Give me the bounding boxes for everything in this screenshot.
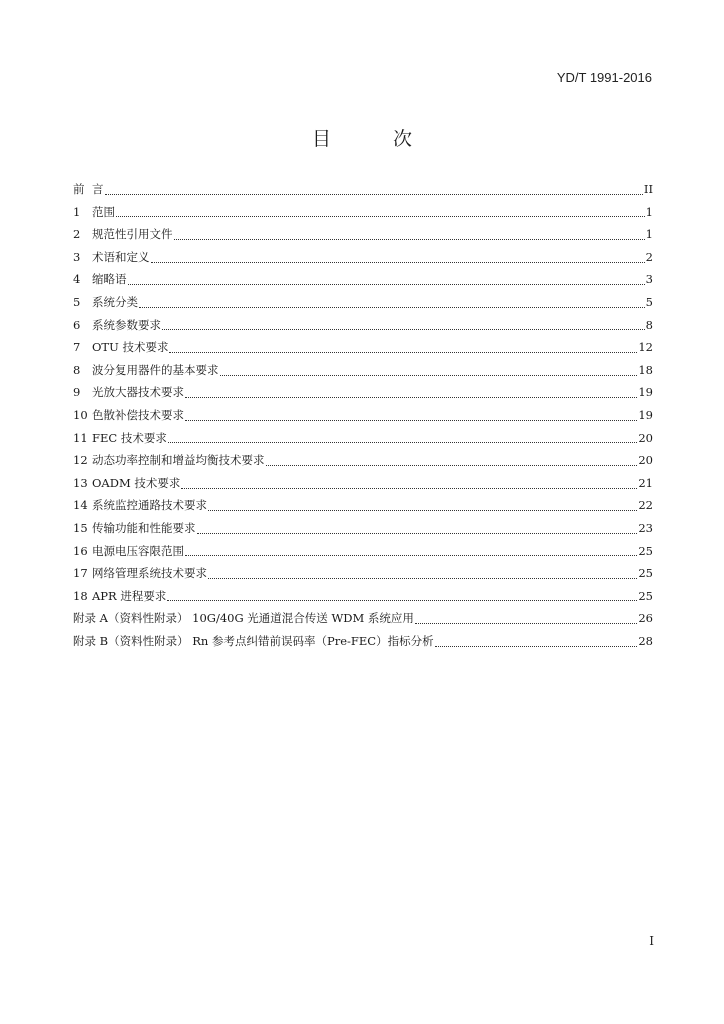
toc-entry-page: 12 [638,340,653,355]
page-number: I [649,934,654,948]
toc-entry-label: APR 进程要求 [92,588,167,603]
toc-leader-dots [116,216,645,217]
toc-entry-label: 光放大器技术要求 [92,385,184,400]
toc-leader-dots [208,510,637,511]
toc-entry[interactable] [73,449,653,472]
toc-entry-page: 8 [645,317,653,332]
toc-entry-number: 3 [73,249,81,264]
toc-entry-page: 2 [645,249,653,264]
toc-entry-number: 18 [73,588,88,603]
toc-leader-dots [435,646,638,647]
toc-entry-number: 5 [73,294,81,309]
toc-title: 目 次 [311,128,441,150]
toc-leader-dots [169,352,637,353]
toc-entry-number: 7 [73,340,81,355]
toc-entry-label: 系统分类 [92,294,138,309]
toc-entry[interactable] [73,562,653,585]
table-of-contents [73,178,653,652]
document-code: YD/T 1991-2016 [556,70,652,85]
toc-entry-label: 电源电压容限范围 [92,543,184,558]
toc-entry-page: 25 [638,588,653,603]
toc-entry-label: 范围 [92,204,115,219]
toc-leader-dots [197,533,638,534]
toc-entry-page: 3 [645,272,653,287]
toc-leader-dots [105,194,643,195]
toc-entry[interactable] [73,291,653,314]
toc-entry-label: FEC 技术要求 [92,430,167,445]
toc-entry[interactable] [73,607,653,630]
toc-entry-page: 19 [638,385,653,400]
toc-entry-page: 1 [645,227,653,242]
toc-leader-dots [168,442,638,443]
toc-entry-label: 系统参数要求 [92,317,161,332]
toc-leader-dots [139,307,645,308]
toc-entry-number: 9 [73,385,81,400]
toc-entry[interactable] [73,404,653,427]
toc-entry-label: 色散补偿技术要求 [92,407,184,422]
toc-entry-page: 20 [638,430,653,445]
toc-entry-label: （资料性附录） Rn 参考点纠错前误码率（Pre-FEC）指标分析 [108,633,434,648]
toc-leader-dots [415,623,637,624]
toc-entry-number: 17 [73,566,88,581]
toc-entry-label: 规范性引用文件 [92,227,173,242]
toc-entry-page: 28 [638,633,653,648]
toc-entry-number: 附录 A [73,611,108,626]
toc-entry-number: 14 [73,498,88,513]
toc-entry-page: 25 [638,566,653,581]
toc-entry-number: 8 [73,362,81,377]
toc-entry-page: 20 [638,453,653,468]
toc-entry-number: 12 [73,453,88,468]
toc-entry[interactable] [73,314,653,337]
toc-leader-dots [162,329,645,330]
toc-entry-number: 11 [73,430,88,445]
toc-leader-dots [220,375,638,376]
toc-leader-dots [208,578,637,579]
toc-entry-label: OTU 技术要求 [92,340,169,355]
toc-entry-number: 4 [73,272,81,287]
toc-entry-page: 25 [638,543,653,558]
toc-entry[interactable] [73,223,653,246]
toc-entry[interactable] [73,494,653,517]
toc-entry-label: 动态功率控制和增益均衡技术要求 [92,453,265,468]
toc-leader-dots [167,600,637,601]
toc-entry[interactable] [73,178,653,201]
toc-entry-label: 缩略语 [92,272,127,287]
toc-entry[interactable] [73,381,653,404]
toc-entry-label: （资料性附录） 10G/40G 光通道混合传送 WDM 系统应用 [107,611,414,626]
toc-leader-dots [185,555,637,556]
toc-entry-label: OADM 技术要求 [92,475,181,490]
toc-entry[interactable] [73,630,653,653]
toc-leader-dots [185,420,637,421]
toc-entry[interactable] [73,427,653,450]
toc-entry-page: 19 [638,407,653,422]
toc-entry-page: 26 [638,611,653,626]
toc-entry[interactable] [73,201,653,224]
toc-entry[interactable] [73,246,653,269]
toc-entry-label: 波分复用器件的基本要求 [92,362,219,377]
toc-entry-page: 1 [645,204,653,219]
toc-entry-label: 传输功能和性能要求 [92,520,196,535]
toc-entry[interactable] [73,268,653,291]
toc-entry-number: 13 [73,475,88,490]
toc-entry-number: 16 [73,543,88,558]
toc-entry-label: 言 [92,182,104,196]
toc-entry-page: 18 [638,362,653,377]
toc-entry-number: 6 [73,317,81,332]
toc-leader-dots [266,465,638,466]
toc-entry-label: 网络管理系统技术要求 [92,566,207,581]
toc-entry[interactable] [73,540,653,563]
toc-entry[interactable] [73,336,653,359]
toc-leader-dots [174,239,645,240]
toc-entry-label: 系统监控通路技术要求 [92,498,207,513]
toc-entry-page: 23 [638,520,653,535]
toc-entry-number: 10 [73,407,88,422]
toc-leader-dots [151,262,645,263]
toc-entry-number: 1 [73,204,81,219]
toc-entry-page: 21 [638,475,653,490]
toc-entry[interactable] [73,472,653,495]
toc-entry[interactable] [73,359,653,382]
toc-leader-dots [185,397,637,398]
toc-leader-dots [181,488,637,489]
toc-entry-number: 15 [73,520,88,535]
toc-entry-page: II [643,182,653,196]
toc-entry-page: 5 [645,294,653,309]
toc-entry-number: 前 [73,182,85,196]
toc-entry-number: 附录 B [73,633,109,648]
toc-entry-label: 术语和定义 [92,249,150,264]
toc-entry-number: 2 [73,227,81,242]
toc-entry[interactable] [73,517,653,540]
toc-entry-page: 22 [638,498,653,513]
toc-leader-dots [128,284,645,285]
toc-entry[interactable] [73,585,653,608]
